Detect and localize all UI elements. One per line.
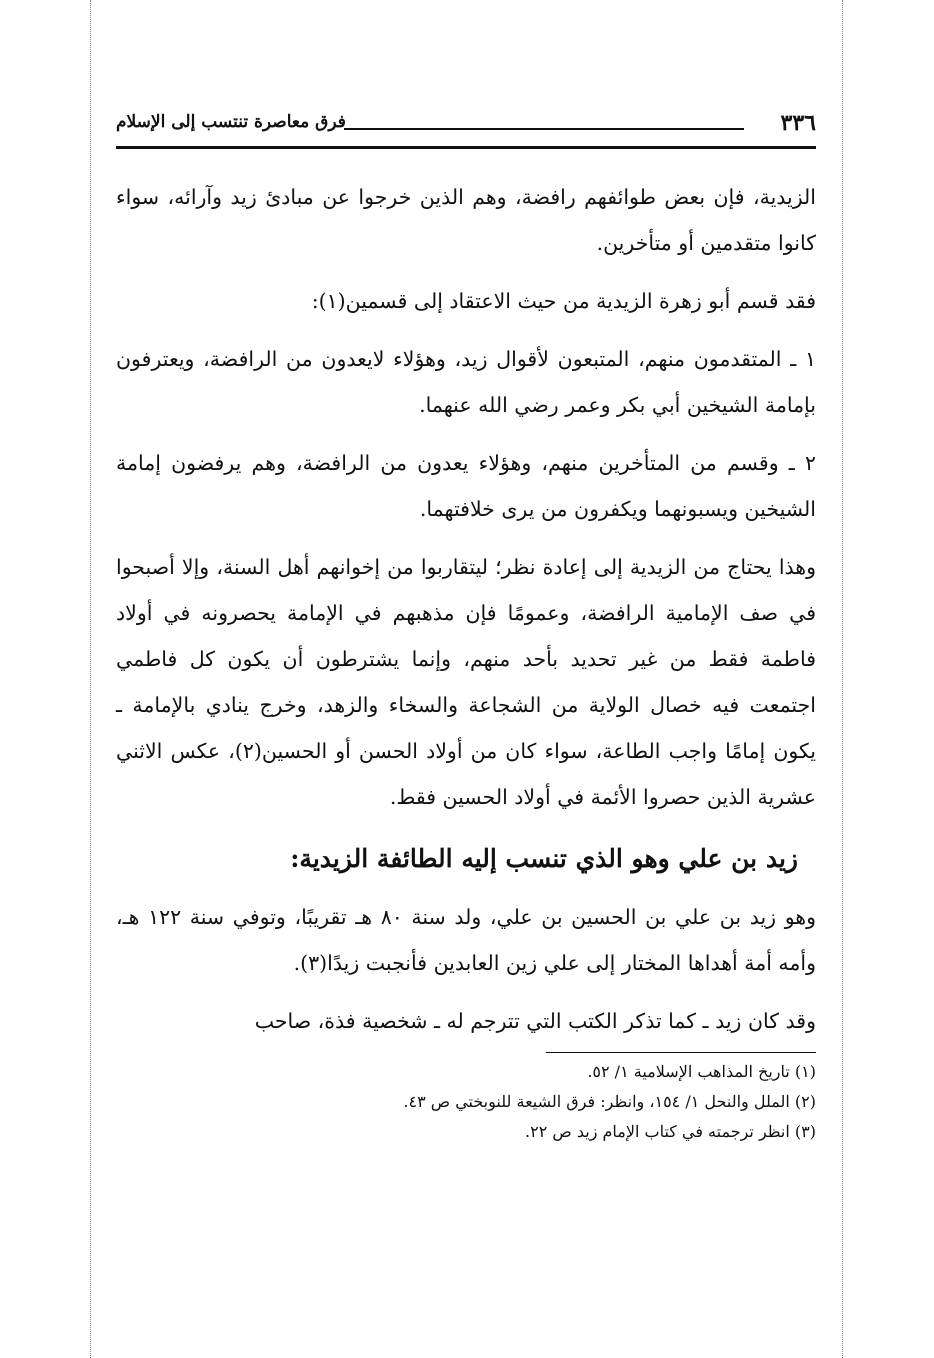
paragraph-7: وقد كان زيد ـ كما تذكر الكتب التي تترجم له ـ شخصية فذة، صاحب: [254, 1009, 816, 1033]
footnotes: [116, 1057, 816, 1147]
page-number: ٣٣٦: [780, 110, 816, 136]
scan-border-right: [842, 0, 843, 1358]
footnote-2: (٢) الملل والنحل ١/ ١٥٤، وانظر: فرق الشيعة للنوبختي ص ٤٣.: [403, 1092, 816, 1111]
header-dash-rule: [344, 128, 744, 130]
paragraph-6: وهو زيد بن علي بن الحسين بن علي، ولد سنة ٨٠ هـ تقريبًا، وتوفي سنة ١٢٢ هـ، وأمه أمة أهداها المختار إلى علي زين العابدين فأنجبت زيدًا(٣).: [116, 905, 816, 975]
header-rule: [116, 146, 816, 149]
running-title: فرق معاصرة تنتسب إلى الإسلام: [116, 112, 346, 132]
footnote-rule: [546, 1052, 816, 1053]
footnote-1: (١) تاريخ المذاهب الإسلامية ١/ ٥٢.: [587, 1062, 816, 1081]
book-page: [116, 96, 816, 1147]
body-text: [116, 174, 816, 1044]
paragraph-2: فقد قسم أبو زهرة الزيدية من حيث الاعتقاد إلى قسمين(١):: [311, 289, 816, 313]
scan-border-left: [90, 0, 91, 1358]
section-heading: زيد بن علي وهو الذي تنسب إليه الطائفة الزيدية:: [290, 844, 798, 873]
paragraph-3: ١ ـ المتقدمون منهم، المتبعون لأقوال زيد، وهؤلاء لايعدون من الرافضة، ويعترفون بإمامة الشيخين أبي بكر وعمر رضي الله عنهما.: [116, 347, 816, 417]
footnote-3: (٣) انظر ترجمته في كتاب الإمام زيد ص ٢٢.: [525, 1122, 816, 1141]
running-header: [116, 96, 816, 142]
paragraph-4: ٢ ـ وقسم من المتأخرين منهم، وهؤلاء يعدون من الرافضة، وهم يرفضون إمامة الشيخين ويسبونهما ويكفرون من يرى خلافتهما.: [116, 451, 816, 521]
paragraph-5: وهذا يحتاج من الزيدية إلى إعادة نظر؛ ليتقاربوا من إخوانهم أهل السنة، وإلا أصبحوا في صف الإمامية الرافضة، وعمومًا فإن مذهبهم في الإمامة يحصرونه في أولاد فاطمة فقط من غير تحديد بأحد منهم، وإنما يشترطون أن يكون كل فاطمي اجتمعت فيه خصال الولاية من الشجاعة والسخاء والزهد، وخرج ينادي بالإمامة ـ يكون إمامًا واجب الطاعة، سواء كان من أولاد الحسن أو الحسين(٢)، عكس الاثني عشرية الذين حصروا الأئمة في أولاد الحسين فقط.: [116, 555, 817, 809]
paragraph-1: الزيدية، فإن بعض طوائفهم رافضة، وهم الذين خرجوا عن مبادئ زيد وآرائه، سواء كانوا متقدمين أو متأخرين.: [116, 185, 816, 255]
